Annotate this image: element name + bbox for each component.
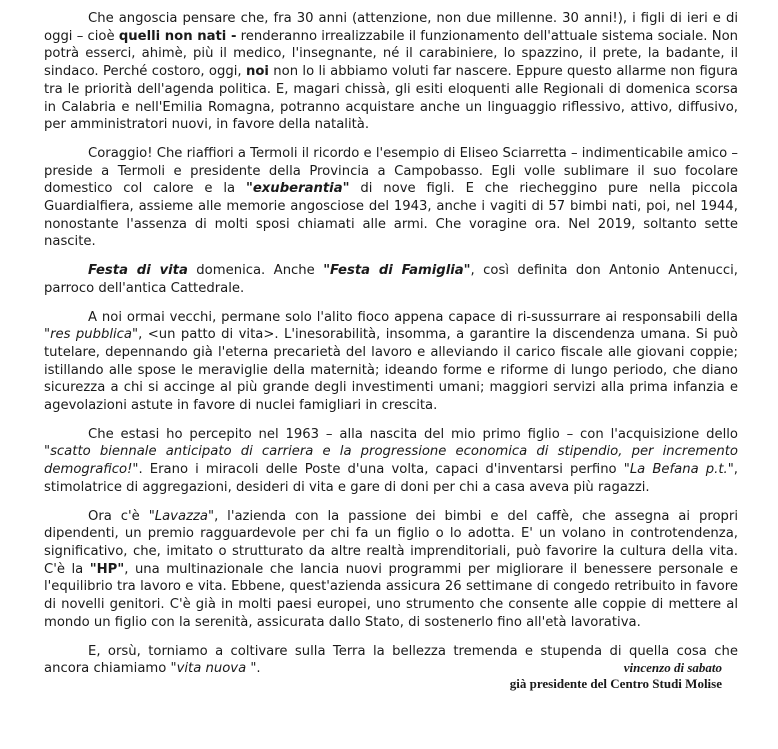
p7-text: E, orsù, torniamo a coltivare sulla Terra la bellezza tremenda e stupenda di quella cosa che ancora chiamiamo [44,643,738,677]
p1-text: non lo li abbiamo voluti far nascere. Eppure questo allarme non figura tra le priorità dell'agenda politica. E, magari chissà, gli esiti eloquenti alle Regionali di domenica scorsa in Calabria e nell'Emilia Romagna, potranno acquistare anche un linguaggio riflessivo, attivo, diffusivo, per amministratori nuovi, in favore della natalità. [44,64,738,133]
p3-text: , così definita don Antonio Antenucci, parroco dell'antica Cattedrale. [44,263,738,296]
p6-text: , una multinazionale che lancia nuovi programmi per migliorare il benessere personale e l'equilibrio tra lavoro e vita. Ebbene, quest'azienda assicura 26 settimane di congedo retribuito in favore di novelli genitori. C'è già in molti paesi europei, uno strumento che consente alle coppie di mettere al mondo un figlio con la serenità, assicurata dallo Stato, di sostenerlo fino all'età lavorativa. [44,561,739,630]
p2-text: Coraggio! Che riaffiori a Termoli il ricordo e l'esempio di Eliseo Sciarretta – indimenticabile amico – preside a Termoli e presidente della Provincia a Campobasso. Egli volle sublimare il suo focolare domestico col calore e la [44,145,738,197]
p3-text: domenica. Anche [187,263,324,279]
p5-emphasis: "La Befana p.t." [623,462,734,478]
p1-bold: quelli non nati - [118,28,237,44]
p5-text: Che estasi ho percepito nel 1963 – alla nascita del mio primo figlio – con l'acquisizione dello [88,426,738,442]
p5-emphasis: "scatto biennale anticipato di carriera e la progressione economica di stipendio, per incremento demografico!" [44,444,738,478]
paragraph-6 [44,508,738,632]
p3-emphasis: "Festa di Famiglia" [323,263,471,279]
signature-name: vincenzo di sabato [623,660,722,675]
paragraph-5 [44,426,738,497]
p3-emphasis: Festa di vita [88,263,188,279]
p6-text: , l'azienda con la passione dei bimbi e del caffè, che assegna ai propri dipendenti, un premio ragguardevole per chi fa un figlio o lo adotta. E' un volano in controtendenza, significativo, che, imitato o strutturato da altre realtà imprenditoriali, può favorire la cultura della vita. C'è la [44,508,738,577]
p4-text: , <un patto di vita>. L'inesorabilità, insomma, a garantire la discendenza umana. Si può tutelare, depennando già l'eterna precarietà del lavoro e alleviando il carico fiscale alle giovani coppie; istillando alle spose le meraviglie della maternità; ideando forme e riforme di lungo periodo, che diano sicurezza a chi si accinge al più grande degli investimenti umani; maggiori servizi alla prima infanzia e agevolazioni astute in favore di nuclei famigliari in crescita. [44,327,738,414]
paragraph-4 [44,309,738,415]
signature-role: già presidente del Centro Studi Molise [509,676,722,691]
p7-emphasis: "vita nuova " [170,661,257,677]
p6-text: Ora c'è [88,508,149,524]
p1-text: renderanno irrealizzabile il funzionamento dell'attuale sistema sociale. Non potrà esserci, ahimè, più il medico, l'insegnante, né il carabiniere, lo spazzino, il prete, la badante, il sindaco. Perché costoro, oggi, [44,28,738,80]
p1-bold: noi [245,64,269,80]
p7-text: . [256,661,261,677]
p6-emphasis: "Lavazza" [148,508,215,524]
p5-text: , stimolatrice di aggregazioni, desideri di vita e gare di doni per chi a casa aveva più ragazzi. [44,462,738,495]
paragraph-3 [44,262,738,297]
p5-text: . Erano i miracoli delle Poste d'una volta, capaci d'inventarsi perfino [138,462,624,478]
p6-bold: "HP" [89,561,125,577]
paragraph-2 [44,145,738,251]
p4-text: A noi ormai vecchi, permane solo l'alito fioco appena capace di ri-sussurrare ai responsabili della [88,309,738,325]
p1-text: Che angoscia pensare che, fra 30 anni (attenzione, non due millenne. 30 anni!), i figli di ieri e di oggi – cioè [44,11,738,44]
p4-emphasis: "res pubblica" [44,327,139,343]
paragraph-1 [44,10,738,134]
p2-text: di nove figli. E che riecheggino pure nella piccola Guardialfiera, assieme alle memorie angosciose del 1943, anche i vagiti di 57 bimbi nati, poi, nel 1944, nonostante l'assenza di molti sposi chiamati alle armi. Che voragine ora. Nel 2019, soltanto sette nascite. [44,181,738,250]
p2-emphasis: "exuberantia" [245,181,350,197]
